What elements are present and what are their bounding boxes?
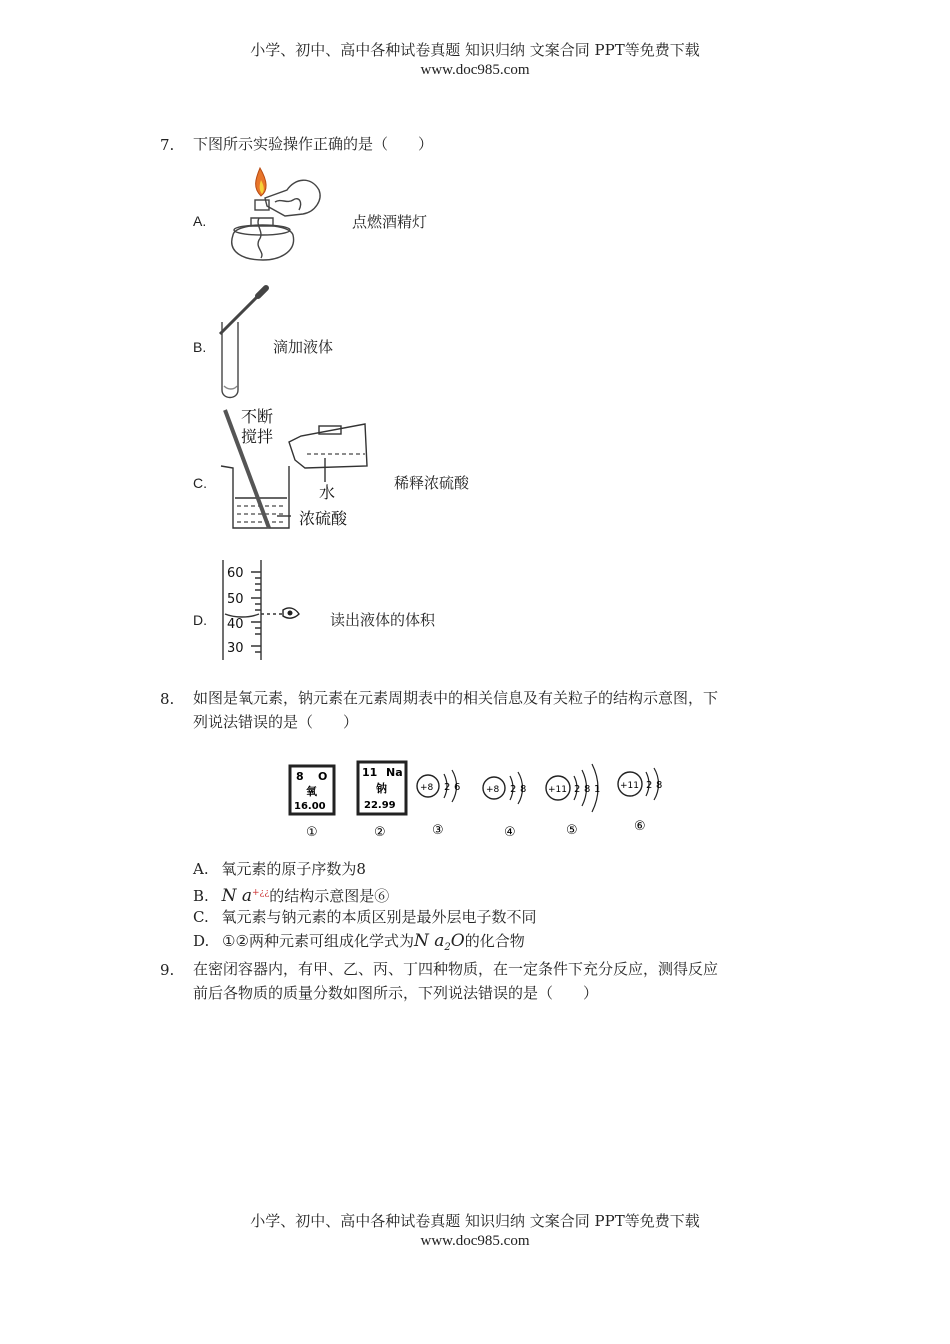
atom5-nucleus: +11 [548, 785, 567, 795]
q7-option-c-caption: 稀释浓硫酸 [394, 474, 470, 492]
q7-option-c-letter: C. [193, 475, 207, 491]
atom-diagram-6 [618, 768, 662, 834]
q8-option-a-text: 氧元素的原子序数为8 [221, 860, 366, 878]
q9-stem-line2: 前后各物质的质量分数如图所示，下列说法错误的是（ ） [193, 984, 599, 1002]
dilute-acid-figure [215, 402, 375, 534]
q7-option-a-caption: 点燃酒精灯 [352, 213, 428, 231]
element-structure-figure [282, 756, 682, 840]
q8-stem-line1: 如图是氧元素，钠元素在元素周期表中的相关信息及有关粒子的结构示意图，下 [193, 689, 719, 707]
cell-na-name: 钠 [376, 782, 387, 795]
cell-o-mass: 16.00 [294, 801, 326, 812]
tick-label-50: 50 [227, 592, 244, 607]
q8-option-d [193, 929, 525, 960]
q8-option-b-formula: N a [221, 886, 252, 906]
atom6-nucleus: +11 [620, 781, 639, 791]
q8-option-a-letter: A. [193, 860, 209, 878]
footer-url: www.doc985.com [420, 1233, 530, 1249]
atom5-label: ⑤ [566, 823, 578, 838]
q8-number: 8. [160, 690, 175, 708]
q7-number: 7. [160, 136, 175, 154]
atom-diagram-5 [546, 764, 600, 838]
q7-stem: 下图所示实验操作正确的是（ ） [193, 135, 434, 153]
eye-icon [283, 608, 299, 618]
atom5-shell1: 2 [574, 784, 581, 795]
q8-option-d-pre: ①②两种元素可组成化学式为 [222, 932, 414, 950]
element-cell-sodium [358, 762, 406, 840]
alcohol-lamp-figure [215, 160, 325, 265]
q9-number: 9. [160, 961, 175, 979]
q8-option-c [193, 905, 537, 929]
acid-label: 浓硫酸 [299, 509, 348, 528]
footer-line1: 小学、初中、高中各种试卷真题 知识归纳 文案合同 PPT等免费下载 [250, 1212, 700, 1230]
q9-stem-line1: 在密闭容器内，有甲、乙、丙、丁四种物质，在一定条件下充分反应，测得反应 [193, 960, 719, 978]
q8-option-d-formula-end: O [450, 931, 465, 951]
atom3-nucleus: +8 [420, 783, 434, 793]
cell-na-label: ② [374, 825, 386, 840]
q8-option-b [193, 881, 389, 908]
atom3-label: ③ [432, 823, 444, 838]
cell-na-symbol: Na [386, 766, 403, 779]
cell-o-label: ① [306, 825, 318, 840]
atom6-shell2: 8 [656, 780, 663, 791]
page-footer [0, 1211, 950, 1251]
page-header [0, 40, 950, 80]
tick-label-40: 40 [227, 617, 244, 632]
q8-option-b-text: 的结构示意图是⑥ [269, 887, 390, 905]
q8-option-c-letter: C. [193, 908, 209, 926]
stir-label-2: 搅拌 [241, 427, 274, 446]
atom6-label: ⑥ [634, 819, 646, 834]
atom3-shell1: 2 [444, 782, 451, 793]
stir-label: 不断 [241, 407, 274, 426]
header-line1: 小学、初中、高中各种试卷真题 知识归纳 文案合同 PPT等免费下载 [250, 41, 700, 59]
cell-o-number: 8 [296, 770, 304, 783]
tick-label-30: 30 [227, 641, 244, 656]
q8-option-b-superscript: +¿¿ [252, 888, 270, 898]
q8-stem-line2: 列说法错误的是（ ） [193, 713, 359, 731]
q8-option-d-letter: D. [193, 932, 210, 950]
tick-label-60: 60 [227, 566, 244, 581]
graduated-cylinder-figure [215, 558, 305, 662]
atom3-shell2: 6 [454, 782, 461, 793]
q8-option-d-subscript: 2 [444, 942, 451, 953]
q7-option-d-letter: D. [193, 612, 207, 628]
q7-option-b-caption: 滴加液体 [273, 338, 334, 356]
cell-o-name: 氧 [306, 785, 317, 798]
cell-o-symbol: O [318, 770, 328, 783]
atom-diagram-3 [417, 770, 460, 838]
atom6-shell1: 2 [646, 780, 653, 791]
q8-option-d-formula: N a [413, 931, 445, 951]
q7-option-d-caption: 读出液体的体积 [330, 611, 436, 629]
atom4-shell1: 2 [510, 784, 517, 795]
element-cell-oxygen [290, 766, 334, 840]
flame-icon [256, 168, 267, 196]
dropper-tube-figure [210, 282, 280, 404]
q8-option-b-letter: B. [193, 887, 209, 905]
atom4-nucleus: +8 [486, 785, 500, 795]
header-url: www.doc985.com [420, 62, 530, 78]
atom4-label: ④ [504, 825, 516, 840]
q7-option-a-letter: A. [193, 213, 207, 229]
q8-option-d-post: 的化合物 [464, 932, 525, 950]
cell-na-mass: 22.99 [364, 800, 396, 811]
q7-option-b-letter: B. [193, 339, 207, 355]
atom5-shell3: 1 [594, 784, 601, 795]
water-label: 水 [319, 483, 336, 502]
cell-na-number: 11 [362, 766, 378, 779]
atom-diagram-4 [483, 772, 526, 840]
q8-option-c-text: 氧元素与钠元素的本质区别是最外层电子数不同 [221, 908, 537, 926]
q8-option-a [193, 857, 366, 881]
atom5-shell2: 8 [584, 784, 591, 795]
atom4-shell2: 8 [520, 784, 527, 795]
